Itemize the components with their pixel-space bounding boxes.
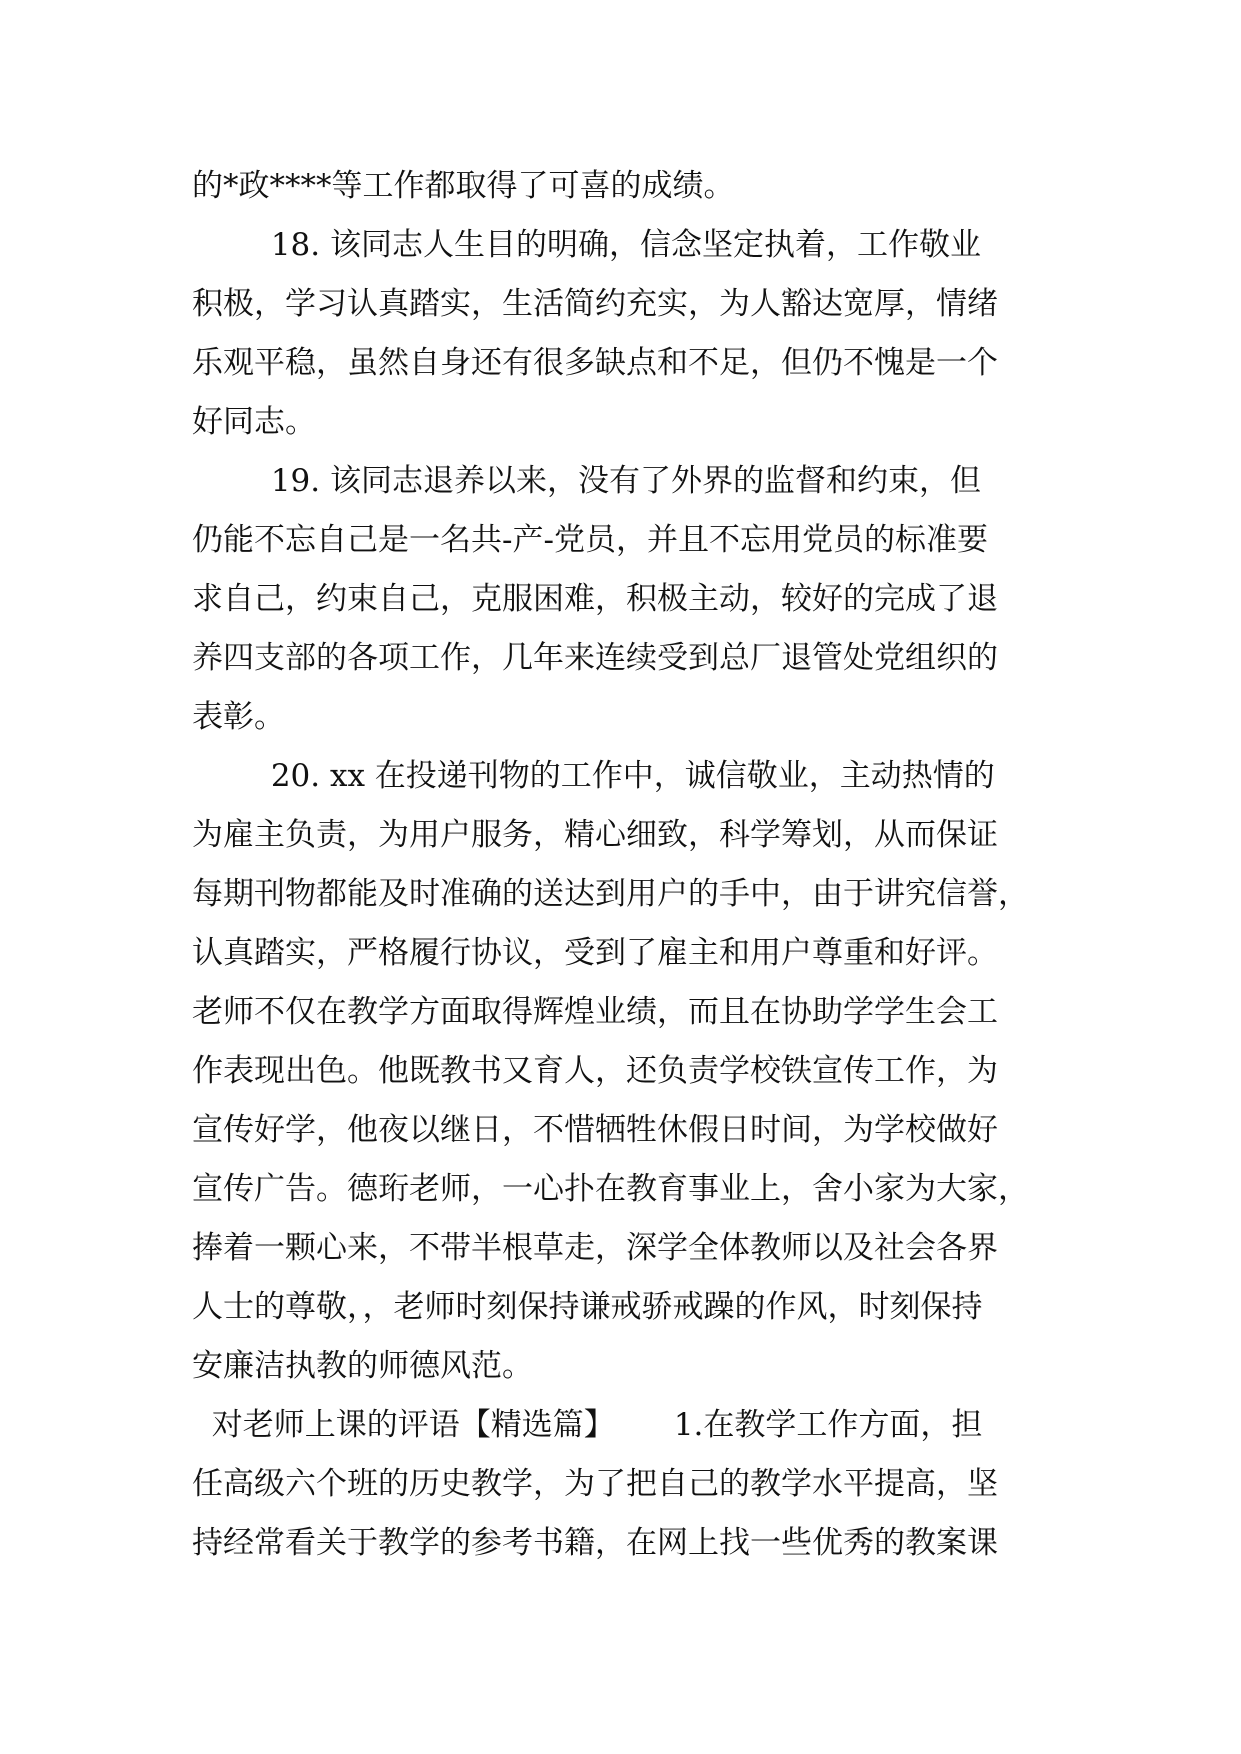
text-line: 每期刊物都能及时准确的送达到用户的手中，由于讲究信誉， [192, 876, 1029, 912]
text-line: 求自己，约束自己，克服困难，积极主动，较好的完成了退 [192, 581, 998, 617]
text-line: 认真踏实，严格履行协议，受到了雇主和用户尊重和好评。 [192, 935, 998, 971]
text-line: 安廉洁执教的师德风范。 [192, 1348, 533, 1384]
text-line: 宣传好学，他夜以继日，不惜牺牲休假日时间，为学校做好 [192, 1112, 998, 1148]
text-line: 的*政****等工作都取得了可喜的成绩。 [192, 168, 735, 204]
text-line: 养四支部的各项工作，几年来连续受到总厂退管处党组织的 [192, 640, 998, 676]
text-line: 18. 该同志人生目的明确，信念坚定执着，工作敬业 [192, 227, 981, 263]
text-line: 积极，学习认真踏实，生活简约充实，为人豁达宽厚，情绪 [192, 286, 998, 322]
text-line: 任高级六个班的历史教学，为了把自己的教学水平提高，坚 [192, 1466, 998, 1502]
text-line: 对老师上课的评语【精选篇】 1.在教学工作方面，担 [192, 1407, 983, 1443]
text-line: 19. 该同志退养以来，没有了外界的监督和约束，但 [192, 463, 981, 499]
text-line: 捧着一颗心来，不带半根草走，深学全体教师以及社会各界 [192, 1230, 998, 1266]
text-line: 好同志。 [192, 404, 316, 440]
text-line: 20. xx 在投递刊物的工作中，诚信敬业，主动热情的 [192, 758, 995, 794]
text-line: 为雇主负责，为用户服务，精心细致，科学筹划，从而保证 [192, 817, 998, 853]
text-line: 宣传广告。德珩老师，一心扑在教育事业上，舍小家为大家， [192, 1171, 1029, 1207]
text-line: 作表现出色。他既教书又育人，还负责学校铁宣传工作，为 [192, 1053, 998, 1089]
text-line: 仍能不忘自己是一名共-产-党员，并且不忘用党员的标准要 [192, 522, 988, 558]
text-line: 人士的尊敬，，老师时刻保持谦戒骄戒躁的作风，时刻保持 [192, 1289, 983, 1325]
body-text [192, 157, 1072, 1573]
text-line: 持经常看关于教学的参考书籍，在网上找一些优秀的教案课 [192, 1525, 998, 1561]
text-line: 表彰。 [192, 699, 285, 735]
text-line: 老师不仅在教学方面取得辉煌业绩，而且在协助学学生会工 [192, 994, 998, 1030]
text-line: 乐观平稳，虽然自身还有很多缺点和不足，但仍不愧是一个 [192, 345, 998, 381]
